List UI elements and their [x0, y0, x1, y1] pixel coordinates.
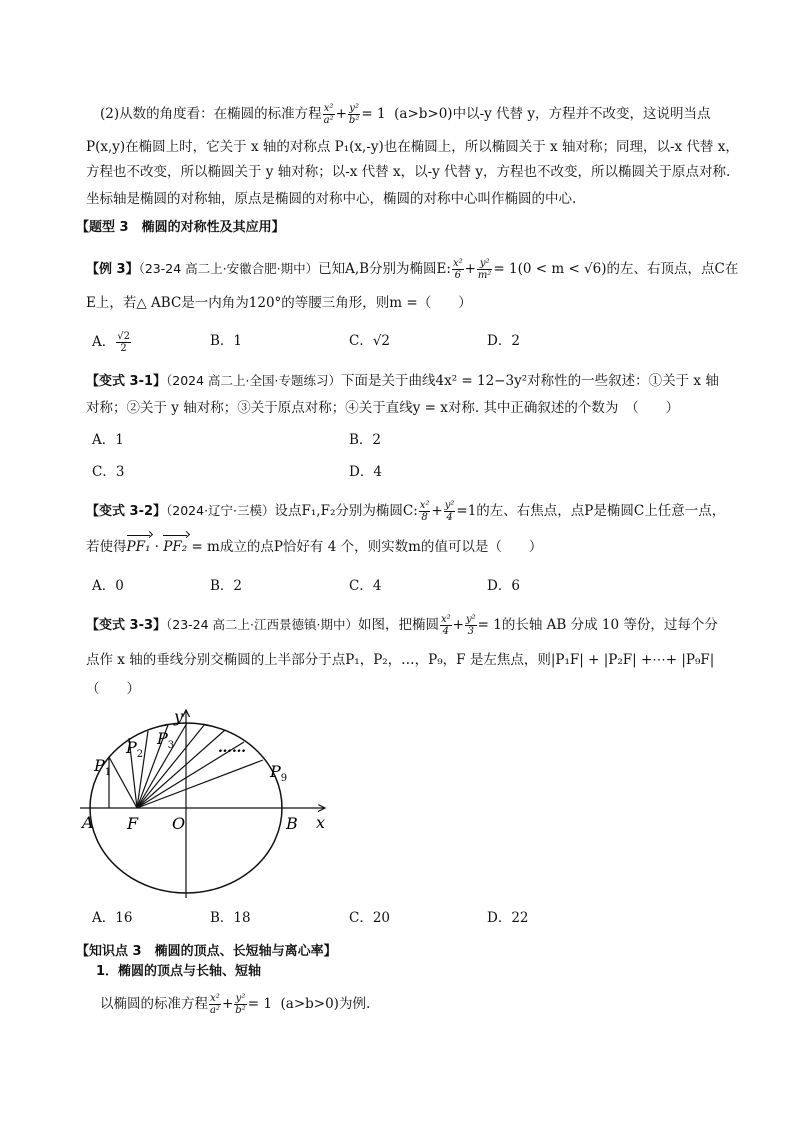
- plus: +: [452, 617, 464, 633]
- denominator: 4: [446, 512, 453, 523]
- variant31-source: （2024 高二上·全国·专题练习）: [166, 373, 341, 388]
- text: (a>b>0)中以-y 代替 y，方程并不改变，这说明当点: [394, 106, 711, 122]
- vector-pf1: PF₁: [126, 539, 151, 555]
- denominator: b²: [235, 1005, 246, 1016]
- topic3-heading: 【题型 3 椭圆的对称性及其应用】: [76, 220, 285, 235]
- variant31-option-a[interactable]: A．1: [92, 432, 124, 448]
- variant33-option-a[interactable]: A．16: [92, 910, 133, 926]
- fraction-y2-b2: [234, 993, 246, 1016]
- numerator: y²: [465, 614, 476, 625]
- numerator: x²: [323, 103, 334, 114]
- variant33-option-b[interactable]: B．18: [210, 910, 251, 926]
- text: 如图，把椭圆: [358, 617, 440, 633]
- example3-tag: 【例 3】: [86, 262, 139, 277]
- text: = 1的长轴 AB 分成 10 等份，过每个分: [477, 617, 718, 633]
- equals-one: = 1: [361, 106, 386, 122]
- variant32-tag: 【变式 3-2】: [86, 504, 167, 519]
- fraction-sqrt2-2: $\frac{√2}{2}$: [117, 331, 130, 354]
- label-p1: $P_1$: [94, 756, 112, 778]
- knowledge3-subheading: 1．椭圆的顶点与长轴、短轴: [96, 964, 262, 979]
- plus: +: [431, 503, 443, 519]
- denominator: 8: [421, 512, 428, 523]
- variant31-line2: 对称；②关于 y 轴对称；③关于原点对称；④关于直线y = x对称. 其中正确叙述的个数为 （ ）: [86, 400, 680, 416]
- section2-line1: [100, 103, 740, 126]
- label-dots: ……: [218, 740, 246, 756]
- variant32-option-d[interactable]: D．6: [487, 578, 520, 594]
- variant33-line2: 点作 x 轴的垂线分别交椭圆的上半部分于点P₁，P₂，…，P₉，F 是左焦点，则|P₁F| + |P₂F| +⋯+ |P₉F|: [86, 652, 715, 668]
- fraction-x2-6: [452, 258, 464, 281]
- variant33-source: （23-24 高二上·江西景德镇·期中）: [166, 617, 359, 632]
- fraction-y2-3: [465, 614, 477, 637]
- denominator: 6: [454, 270, 461, 281]
- label-p2: $P_2$: [126, 738, 144, 760]
- variant32-option-c[interactable]: C．4: [349, 578, 382, 594]
- numerator: x²: [419, 500, 430, 511]
- vector-pf2: PF₂: [163, 539, 188, 555]
- variant32-option-b[interactable]: B．2: [210, 578, 243, 594]
- knowledge3-heading: 【知识点 3 椭圆的顶点、长短轴与离心率】: [76, 944, 337, 959]
- example3-option-a[interactable]: A． $\frac{√2}{2}$: [92, 331, 130, 354]
- denominator: 4: [442, 626, 450, 637]
- plus: +: [335, 106, 347, 122]
- label-b: B: [286, 814, 298, 833]
- label-o: O: [172, 814, 186, 833]
- text: = 1(0 < m < √6)的左、右顶点，点C在: [493, 261, 739, 277]
- numerator: y²: [349, 103, 359, 114]
- fraction-x2-4: [440, 614, 452, 637]
- label-y: y: [174, 707, 184, 726]
- text: (2)从数的角度看：在椭圆的标准方程: [100, 106, 322, 122]
- text: = m成立的点P恰好有 4 个，则实数m的值可以是（ ）: [191, 539, 543, 555]
- section2-line2: P(x,y)在椭圆上时，它关于 x 轴的对称点 P₁(x,-y)也在椭圆上，所以椭圆关于 x 轴对称；同理，以-x 代替 x，: [86, 139, 739, 155]
- variant33-line3: （ ）: [86, 681, 140, 697]
- denominator: a²: [210, 1005, 220, 1016]
- variant31-option-d[interactable]: D．4: [349, 464, 382, 480]
- numerator: x²: [210, 993, 220, 1004]
- fraction-x2-a2: [209, 993, 221, 1016]
- knowledge3-line1: [100, 993, 740, 1016]
- variant32-option-a[interactable]: A．0: [92, 578, 124, 594]
- label-f: F: [127, 814, 139, 833]
- denominator: m²: [477, 270, 492, 281]
- fraction-x2-a2: [323, 103, 335, 126]
- dot: ·: [154, 539, 159, 555]
- text: 设点F₁,F₂分别为椭圆C:: [274, 503, 418, 519]
- variant33-tag: 【变式 3-3】: [86, 618, 167, 633]
- text: (a>b>0)为例.: [280, 996, 371, 1012]
- variant33-line1: [86, 614, 726, 637]
- example3-line2: E上，若△ ABC是一内角为120°的等腰三角形，则m =（ ）: [86, 295, 472, 311]
- text: =1的左、右焦点，点P是椭圆C上任意一点，: [456, 503, 726, 519]
- example3-source: （23-24 高二上·安徽合肥·期中）: [138, 261, 319, 276]
- text: 下面是关于曲线4x² = 12−3y²对称性的一些叙述：①关于 x 轴: [341, 373, 719, 389]
- example3-line1: [86, 258, 739, 281]
- fraction-y2-m2: [477, 258, 493, 281]
- example3-option-d[interactable]: D．2: [487, 333, 520, 349]
- variant32-line1: [86, 500, 726, 523]
- numerator: y²: [235, 993, 246, 1004]
- variant31-option-c[interactable]: C．3: [92, 464, 125, 480]
- numerator: y²: [477, 258, 493, 270]
- ellipse-figure: [80, 700, 350, 900]
- fraction-y2-b2: [348, 103, 360, 126]
- denominator: 3: [467, 626, 474, 637]
- section2-line3: 方程也不改变，所以椭圆关于 y 轴对称；以-x 代替 x，以-y 代替 y，方程也不改变，所以椭圆关于原点对称.: [86, 164, 731, 180]
- plus: +: [221, 996, 234, 1012]
- variant31-option-b[interactable]: B．2: [349, 432, 382, 448]
- numerator: x²: [452, 258, 463, 269]
- example3-option-b[interactable]: B．1: [210, 333, 243, 349]
- denominator: a²: [323, 115, 334, 126]
- variant31-line1: [86, 371, 726, 392]
- text: 已知A,B分别为椭圆E:: [318, 261, 451, 277]
- label-p9: $P_9$: [270, 762, 288, 784]
- variant31-tag: 【变式 3-1】: [86, 374, 167, 389]
- variant32-line2: [86, 537, 726, 557]
- label-p3: $P_3$: [157, 729, 175, 751]
- numerator: y²: [444, 500, 455, 511]
- variant33-option-d[interactable]: D．22: [487, 910, 529, 926]
- label-a: A: [82, 813, 94, 832]
- equals-one: = 1: [247, 996, 272, 1012]
- fraction-x2-8: [419, 500, 431, 523]
- section2-line4: 坐标轴是椭圆的对称轴，原点是椭圆的对称中心，椭圆的对称中心叫作椭圆的中心.: [86, 191, 577, 207]
- plus: +: [464, 261, 476, 277]
- numerator: x²: [441, 614, 451, 625]
- variant33-option-c[interactable]: C．20: [349, 910, 391, 926]
- variant32-source: （2024·辽宁·三模）: [166, 503, 275, 518]
- text: 若使得: [86, 539, 127, 555]
- text: 以椭圆的标准方程: [100, 996, 208, 1012]
- fraction-y2-4: [444, 500, 456, 523]
- example3-option-c[interactable]: C．√2: [349, 333, 391, 349]
- label-x: x: [316, 813, 326, 832]
- denominator: b²: [348, 115, 360, 126]
